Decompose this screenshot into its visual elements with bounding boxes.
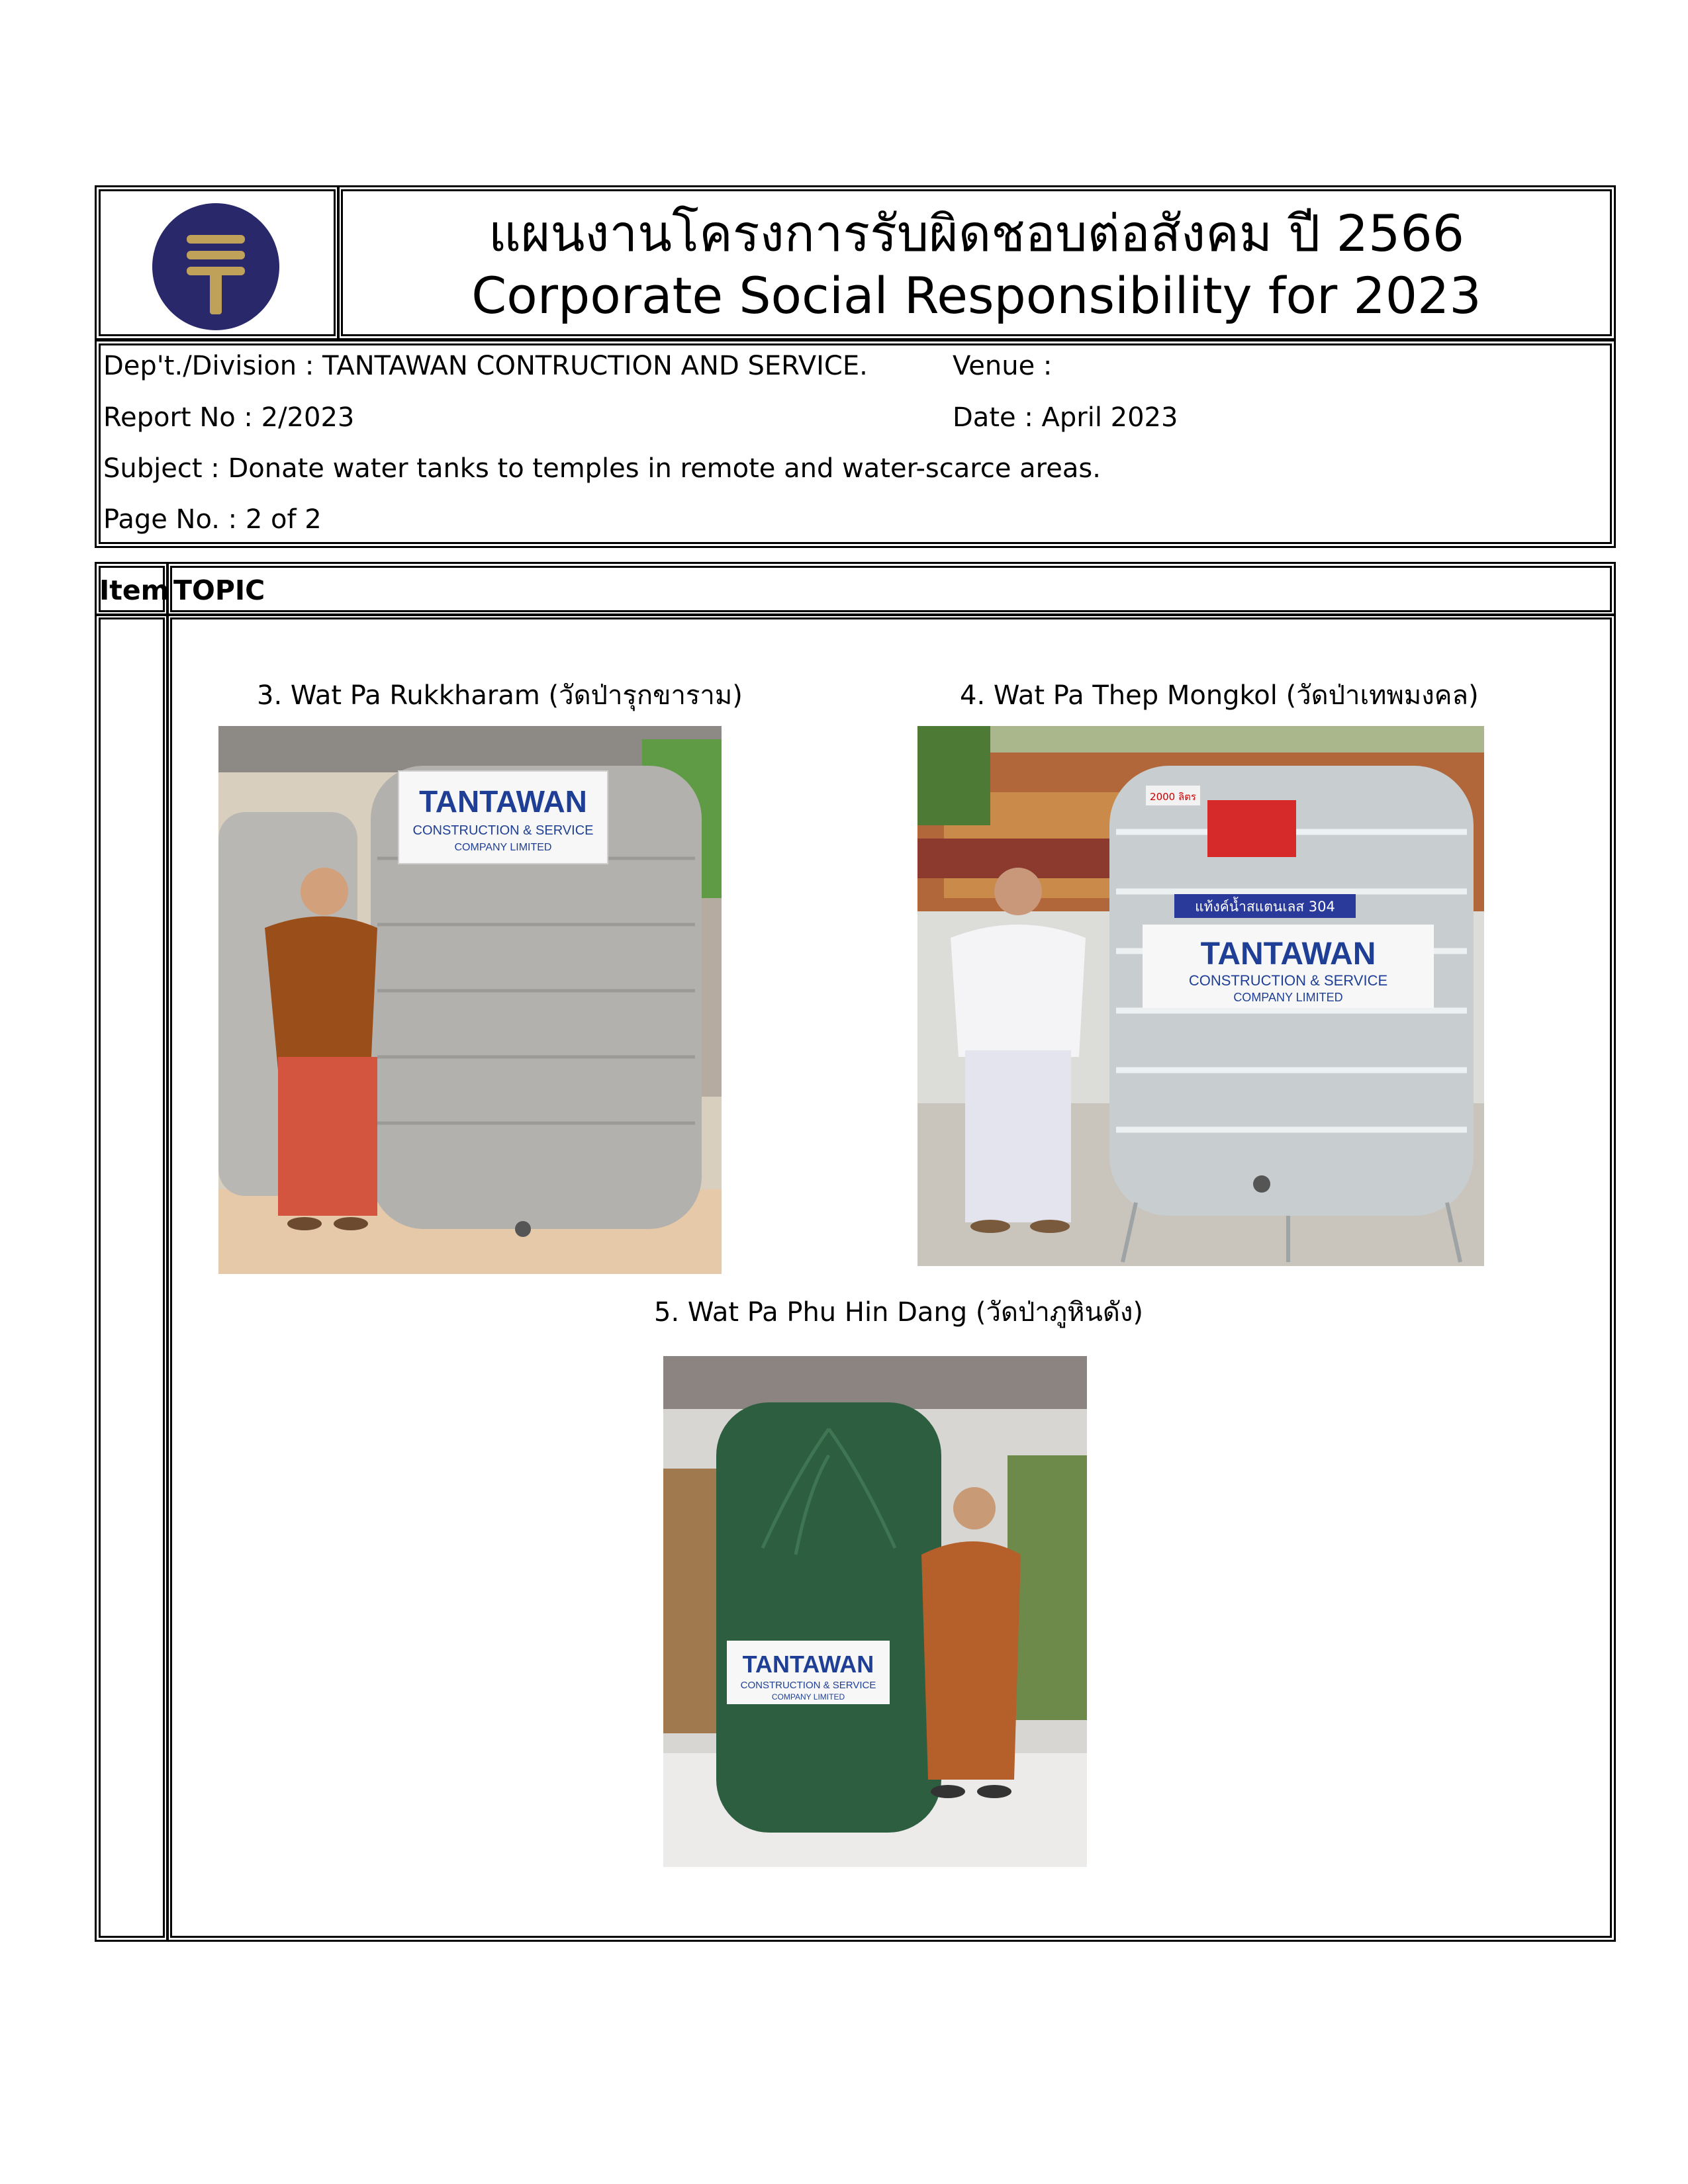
- tank-sign-sub1-4: CONSTRUCTION & SERVICE: [1188, 972, 1388, 989]
- tank-label-304: แท้งค์น้ำสแตนเลส 304: [1195, 899, 1335, 915]
- page-number: Page No. : 2 of 2: [103, 504, 322, 535]
- photo-caption-5: 5. Wat Pa Phu Hin Dang (วัดป่าภูหินดัง): [654, 1297, 1143, 1328]
- photo-caption-4: 4. Wat Pa Thep Mongkol (วัดป่าเทพมงคล): [960, 680, 1479, 711]
- tank-sign-sub2-4: COMPANY LIMITED: [1233, 991, 1343, 1004]
- tank-sign-title-5: TANTAWAN: [742, 1651, 874, 1678]
- info-block: [95, 340, 1616, 548]
- company-logo: [150, 201, 282, 333]
- item-column-header: [95, 562, 169, 616]
- item-column-body: [95, 614, 169, 1942]
- photo-wat-pa-rukkharam: [218, 726, 722, 1274]
- page-title-thai: แผนงานโครงการรับผิดชอบต่อสังคม ปี 2566: [488, 204, 1465, 263]
- photo-wat-pa-thep-mongkol: [917, 726, 1484, 1266]
- tank-sign-sub1-3: CONSTRUCTION & SERVICE: [412, 823, 594, 838]
- subject: Subject : Donate water tanks to temples in remote and water-scarce areas.: [103, 453, 1101, 484]
- photo-wat-pa-phu-hin-dang: [663, 1356, 1087, 1867]
- tank-sign-sub2-3: COMPANY LIMITED: [454, 842, 552, 853]
- venue: Venue :: [953, 351, 1053, 381]
- topic-header-label: TOPIC: [173, 574, 265, 606]
- title-cell: [337, 185, 1616, 340]
- item-header-label: Item: [99, 574, 169, 606]
- tank-sign-sub1-5: CONSTRUCTION & SERVICE: [740, 1680, 876, 1691]
- topic-column-header: [166, 562, 1616, 616]
- photo-caption-3: 3. Wat Pa Rukkharam (วัดป่ารุกขาราม): [257, 680, 743, 711]
- tank-label-capacity: 2000 ลิตร: [1150, 791, 1196, 803]
- dept-division: Dep't./Division : TANTAWAN CONTRUCTION AND SERVICE.: [103, 351, 868, 381]
- page-title-english: Corporate Social Responsibility for 2023: [471, 266, 1481, 325]
- report-no: Report No : 2/2023: [103, 402, 355, 433]
- tank-sign-sub2-5: COMPANY LIMITED: [771, 1692, 845, 1702]
- tank-sign-title-4: TANTAWAN: [1200, 936, 1376, 972]
- tank-sign-title-3: TANTAWAN: [419, 784, 587, 819]
- report-date: Date : April 2023: [953, 402, 1178, 433]
- logo-cell: [95, 185, 340, 340]
